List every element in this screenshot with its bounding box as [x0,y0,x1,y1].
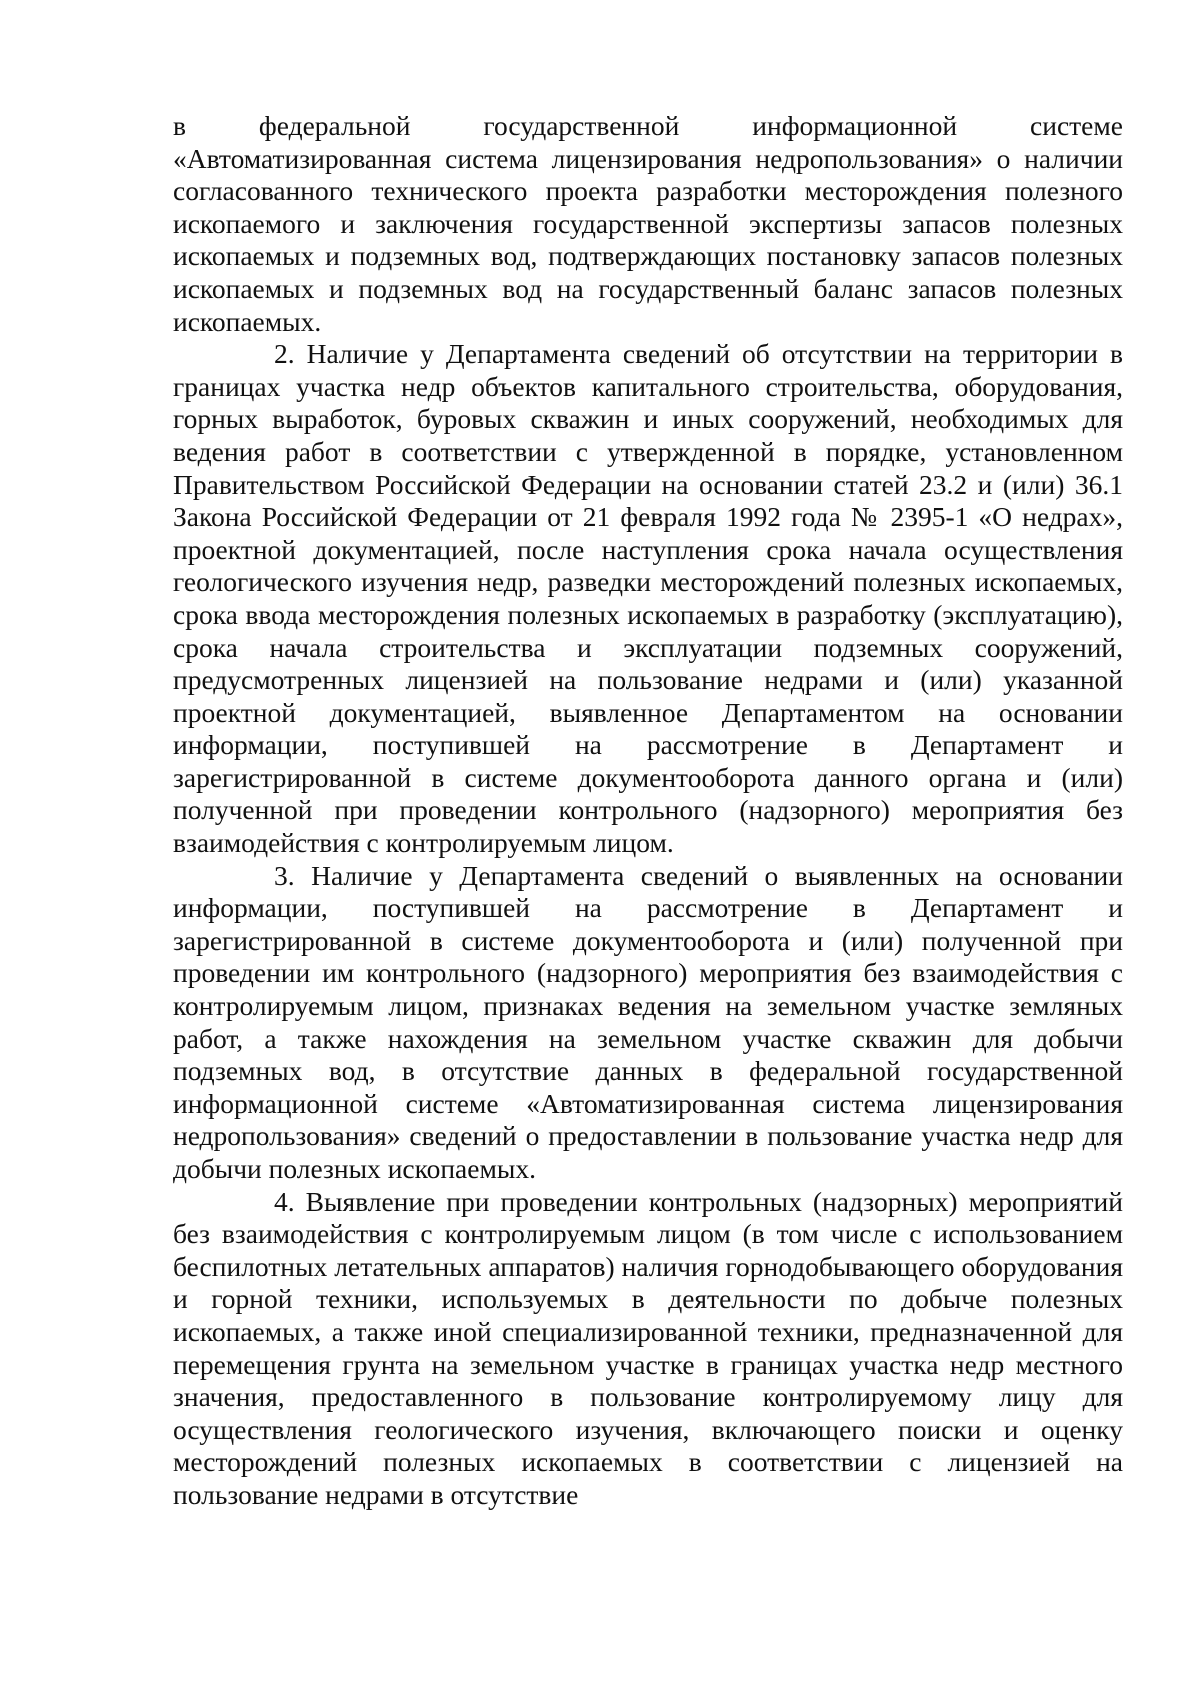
text-line: в соответствии с лицензией на пользование недрами в отсутствие [173,1446,1123,1510]
text-line: 4. Выявление при проведении контрольных (надзорных) мероприятий [274,1185,1123,1217]
paragraph-item-4 [173,1186,1123,1512]
text-line: предназначенной для перемещения грунта на земельном участке в границах [173,1315,1123,1380]
text-line: полезных ископаемых и подземных вод, подтверждающих постановку [173,207,1123,272]
text-line: без взаимодействия с контролируемым лицом, признаках ведения [173,957,1123,1022]
text-line: и эксплуатации подземных сооружений, предусмотренных лицензией [173,631,1124,696]
text-line: № 2395-1 «О недрах», проектной документацией, после наступления срока [173,501,1124,565]
text-line: в федеральной государственной информационной системе [173,110,1123,141]
text-line: на рассмотрение в Департамент и зарегистрированной в системе [173,729,1124,793]
text-line: о предоставлении в пользование участка недр для добычи полезных [173,1120,1123,1184]
text-line: запасов полезных ископаемых. [173,272,1123,337]
paragraph-item-2 [173,338,1123,860]
text-line: оборудования и горной техники, используемых в деятельности по добыче [173,1250,1123,1315]
text-line: 2. Наличие у Департамента сведений об отсутствии на территории [274,338,1099,370]
document-page [173,110,1123,1512]
text-line: при проведении им контрольного (надзорного) мероприятия [173,924,1124,989]
text-line: месторождений полезных ископаемых, срока ввода месторождения полезных [173,566,1124,630]
text-line: ископаемых в разработку (эксплуатацию), срока начала строительства [173,598,1124,663]
text-line: без взаимодействия с контролируемым лицом (в том числе с использованием [173,1218,1123,1250]
text-line: на земельном участке земляных работ, а также нахождения на земельном [173,990,1124,1054]
text-line: ископаемых. [387,1153,536,1184]
text-line: контрольного (надзорного) мероприятия без взаимодействия [173,794,1123,859]
text-line: в федеральной государственной информационной системе [173,1055,1124,1119]
text-line: с контролируемым лицом. [366,827,674,859]
text-line: выявленное Департаментом на основании информации, поступившей [173,696,1123,761]
text-line: полезных ископаемых, а также иной специализированной техники, [173,1283,1124,1347]
text-line: в границах участка недр объектов капитального строительства, [173,338,1123,402]
text-line: необходимых для ведения работ в соответствии с утвержденной в порядке, [173,403,1124,467]
text-line: участке скважин для добычи подземных вод, в отсутствие данных [173,1022,1124,1087]
text-line: 3. Наличие у Департамента сведений о выявленных на основании [274,859,1123,891]
text-line: «Автоматизированная система лицензирования недропользования» сведений [173,1087,1123,1152]
paragraph-item-3 [173,860,1123,1186]
text-line: начала осуществления геологического изучения недр, разведки [173,533,1123,598]
text-line: «Автоматизированная система лицензирования недропользования» [173,142,983,174]
text-line: документооборота данного органа и (или) полученной при проведении [173,761,1123,826]
text-line: о наличии согласованного технического проекта разработки месторождения [173,142,1124,207]
text-line: информации, поступившей на рассмотрение в Департамент [173,892,1064,924]
text-line: полезного ископаемого и заключения государственной экспертизы запасов [173,175,1123,239]
text-line: на пользование недрами и (или) указанной проектной документацией, [173,664,1123,728]
text-line: включающего поиски и оценку месторождений полезных ископаемых [173,1413,1123,1478]
text-line: оборудования, горных выработок, буровых скважин и иных сооружений, [173,370,1123,435]
text-line: контролируемому лицу для осуществления геологического изучения, [173,1381,1123,1445]
text-line: беспилотных летательных аппаратов) наличия горнодобывающего [173,1250,955,1282]
text-line: участка недр местного значения, предоставленного в пользование [173,1348,1124,1413]
text-line: 23.2 и (или) 36.1 Закона Российской Федерации от 21 февраля 1992 года [173,468,1123,533]
text-line: и зарегистрированной в системе документооборота и (или) полученной [173,892,1123,956]
text-line: установленном Правительством Российской Федерации на основании статей [173,435,1124,500]
text-line: запасов полезных ископаемых и подземных вод на государственный баланс [173,240,1124,304]
paragraph-continuation [173,110,1123,338]
